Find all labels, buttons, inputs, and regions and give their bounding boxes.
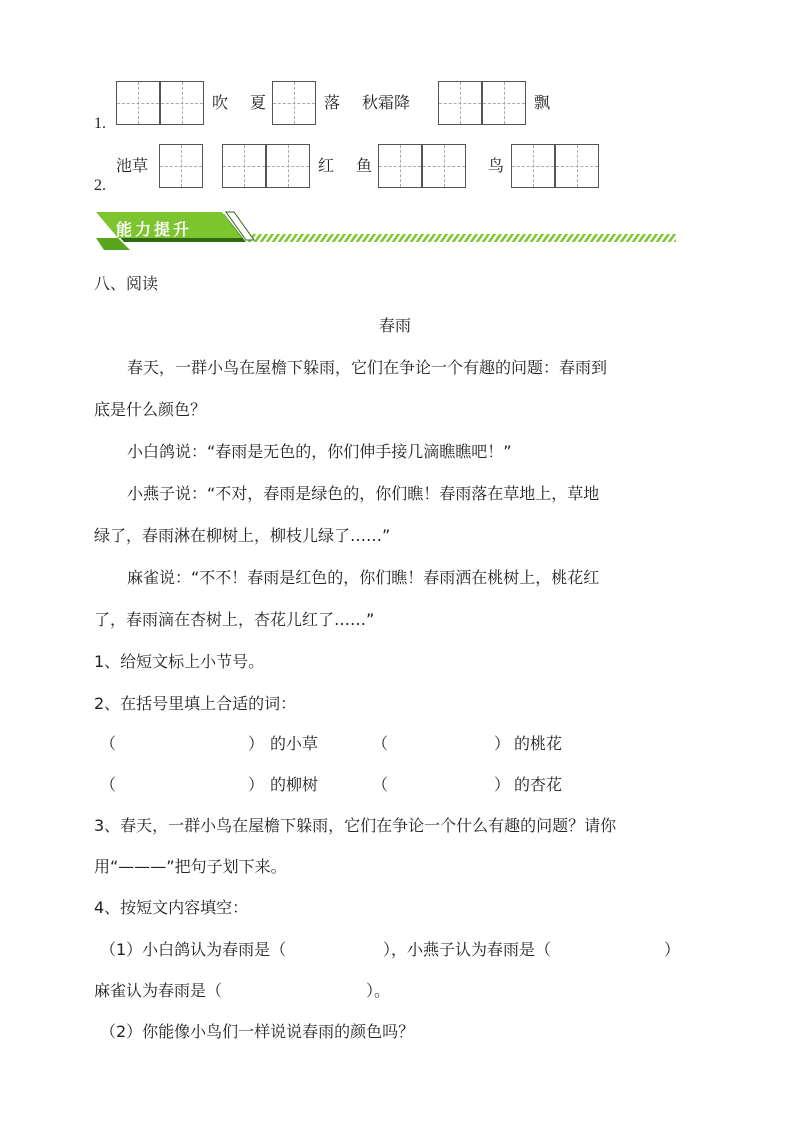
word: 夏: [250, 93, 267, 112]
char-box[interactable]: [266, 144, 310, 188]
paren-close: ）: [248, 775, 265, 794]
story-line: 小白鸽说：“春雨是无色的，你们伸手接几滴瞧瞧吧！”: [127, 442, 512, 461]
question-4: 4、按短文内容填空：: [94, 898, 249, 917]
row-number: 1.: [94, 115, 106, 132]
story-line: 小燕子说：“不对，春雨是绿色的，你们瞧！春雨落在草地上，草地: [127, 484, 600, 503]
question-4-2: （2）你能像小鸟们一样说说春雨的颜色吗？: [100, 1022, 415, 1041]
story-line: 底是什么颜色？: [94, 400, 207, 419]
row-number: 2.: [94, 177, 106, 194]
char-box[interactable]: [438, 81, 482, 125]
q2-item-text: 的桃花: [514, 734, 563, 753]
char-box[interactable]: [511, 144, 555, 188]
question-1: 1、给短文标上小节号。: [94, 652, 265, 671]
char-box[interactable]: [116, 81, 160, 125]
q4-1-prefix: （1）小白鸽认为春雨是（: [100, 940, 287, 959]
q4-1-middle: ），小燕子认为春雨是（: [383, 940, 552, 959]
paren-close: ）: [494, 775, 511, 794]
answer-blank[interactable]: [394, 777, 494, 795]
q4-1-sparrow: 麻雀认为春雨是（: [94, 981, 223, 1000]
question-2: 2、在括号里填上合适的词：: [94, 694, 297, 713]
paren-open: （: [372, 734, 389, 753]
story-line: 春天，一群小鸟在屋檐下躲雨，它们在争论一个有趣的问题：春雨到: [127, 358, 608, 377]
story-line: 了，春雨滴在杏树上，杏花儿红了……”: [94, 610, 375, 629]
question-3-line2: 用“———”把句子划下来。: [94, 857, 287, 876]
paren-open: （: [372, 775, 389, 794]
section-heading: 八、阅读: [94, 274, 159, 293]
banner-title: 能力提升: [116, 220, 193, 239]
story-title: 春雨: [379, 316, 412, 335]
answer-blank[interactable]: [122, 736, 250, 754]
section-banner: [96, 210, 680, 252]
char-box[interactable]: [555, 144, 599, 188]
word: 吹: [212, 93, 229, 112]
char-box[interactable]: [378, 144, 422, 188]
story-line: 绿了，春雨淋在柳树上，柳枝儿绿了……”: [94, 526, 391, 545]
char-box[interactable]: [272, 81, 316, 125]
char-box[interactable]: [160, 81, 204, 125]
paren-close: ）: [248, 734, 265, 753]
paren-close: ）: [494, 734, 511, 753]
char-box[interactable]: [482, 81, 526, 125]
paren-close: ）: [664, 940, 681, 959]
q2-item-text: 的小草: [270, 734, 319, 753]
question-3-line1: 3、春天，一群小鸟在屋檐下躲雨，它们在争论一个什么有趣的问题？请你: [94, 816, 617, 835]
answer-blank[interactable]: [588, 942, 664, 960]
paren-open: （: [100, 734, 117, 753]
answer-blank[interactable]: [246, 983, 364, 1001]
word: 秋霜降: [362, 93, 411, 112]
answer-blank[interactable]: [394, 736, 494, 754]
word: 落: [324, 93, 341, 112]
word: 红: [318, 156, 335, 175]
char-box[interactable]: [422, 144, 466, 188]
word: 鸟: [488, 156, 505, 175]
answer-blank[interactable]: [302, 942, 382, 960]
word: 池草: [116, 156, 149, 175]
answer-blank[interactable]: [122, 777, 250, 795]
story-line: 麻雀说：“不不！春雨是红色的，你们瞧！春雨洒在桃树上，桃花红: [127, 568, 600, 587]
paren-close-period: ）。: [366, 981, 391, 1000]
char-box[interactable]: [222, 144, 266, 188]
q2-item-text: 的杏花: [514, 775, 563, 794]
paren-open: （: [100, 775, 117, 794]
q2-item-text: 的柳树: [270, 775, 319, 794]
char-box[interactable]: [159, 144, 203, 188]
word: 鱼: [356, 156, 373, 175]
word: 飘: [534, 93, 551, 112]
